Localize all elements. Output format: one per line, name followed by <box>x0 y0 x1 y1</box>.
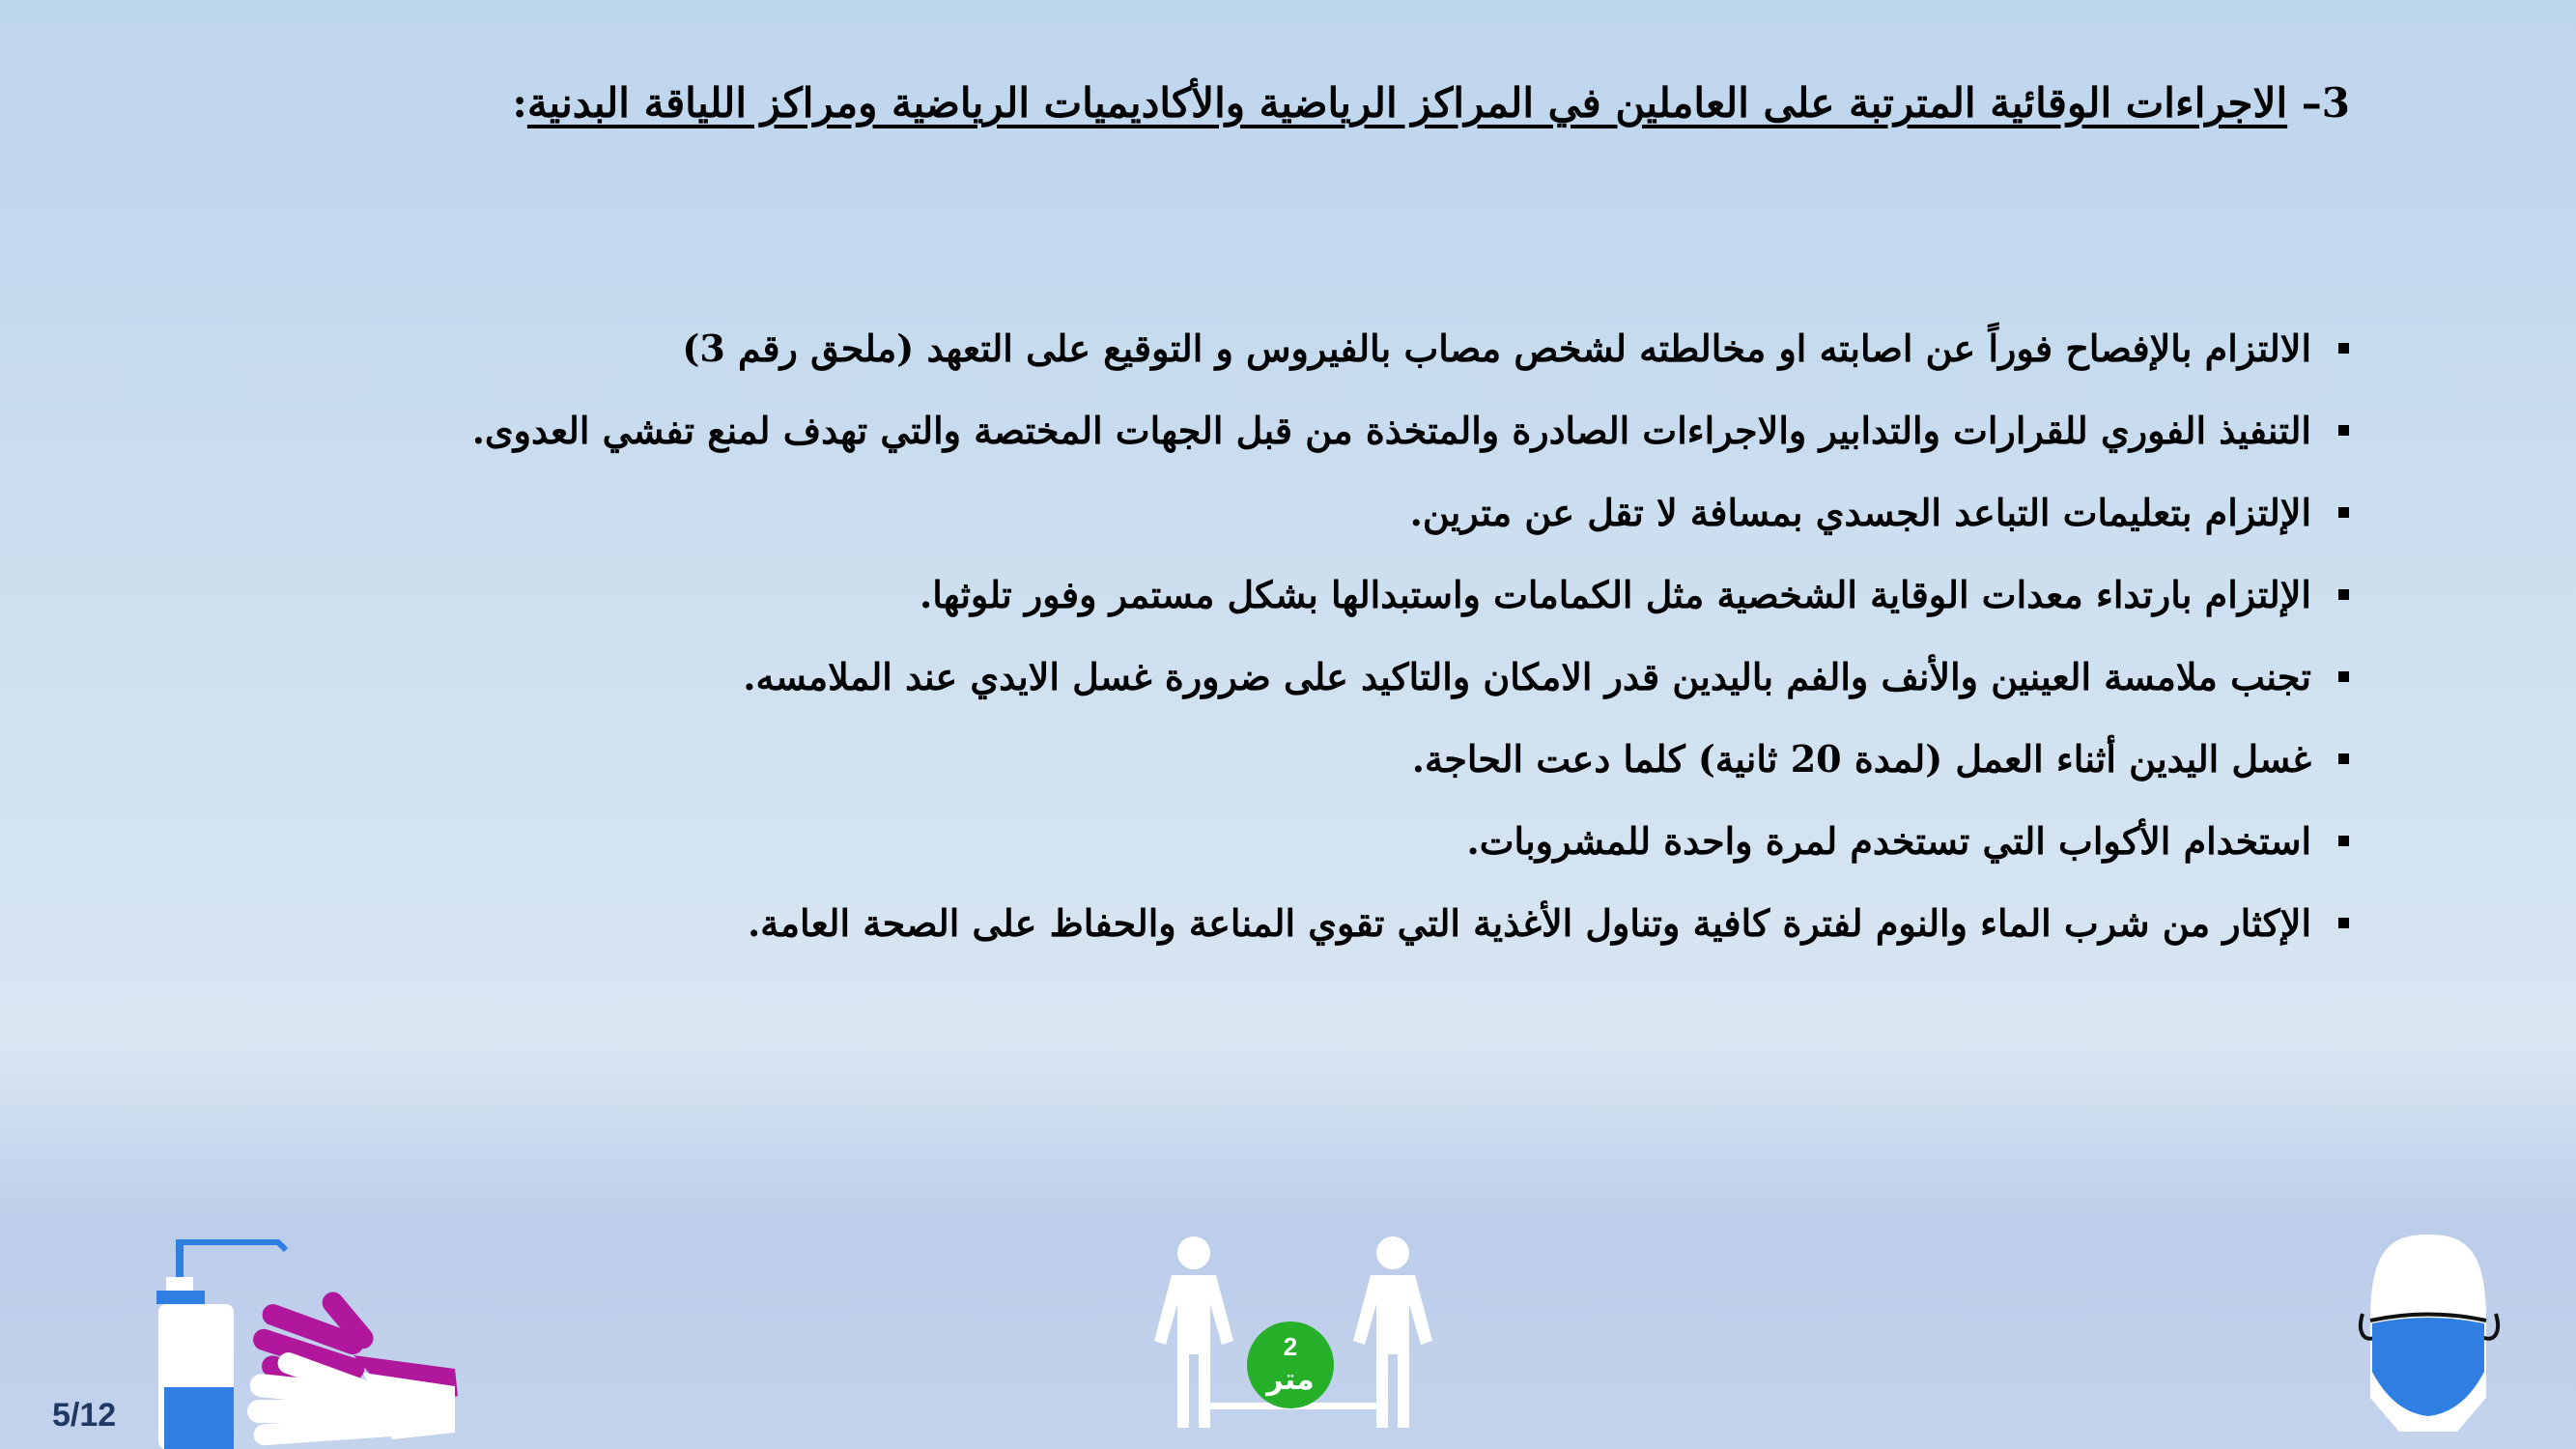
face-mask-icon <box>2357 1229 2502 1449</box>
list-item-text: تجنب ملامسة العينين والأنف والفم باليدين قدر الامكان والتاكيد على ضرورة غسل الايدي عند الملامسه. <box>743 655 2311 698</box>
section-title-colon: : <box>512 79 527 127</box>
section-title-text: الاجراءات الوقائية المترتبة على العاملين في المراكز الرياضية والأكاديميات الرياضية ومراكز اللياقة البدنية <box>526 79 2288 127</box>
bullet-marker <box>2338 753 2349 764</box>
bullet-marker <box>2338 589 2349 600</box>
bullet-marker <box>2338 425 2349 436</box>
list-item <box>472 471 2349 554</box>
list-item <box>472 800 2349 882</box>
list-item <box>472 882 2349 964</box>
measures-list <box>472 307 2349 964</box>
list-item <box>472 718 2349 800</box>
washing-hands-icon <box>247 1280 460 1449</box>
list-item-text: التنفيذ الفوري للقرارات والتدابير والاجراءات الصادرة والمتخذة من قبل الجهات المختصة والتي تهدف لمنع تفشي العدوى. <box>471 409 2311 452</box>
bullet-marker <box>2338 507 2349 518</box>
list-item-text: الإلتزام بارتداء معدات الوقاية الشخصية مثل الكمامات واستبدالها بشكل مستمر وفور تلوثها. <box>920 573 2311 616</box>
list-item-text: الالتزام بالإفصاح فوراً عن اصابته او مخالطته لشخص مصاب بالفيروس و التوقيع على التعهد (ملحق رقم 3) <box>682 327 2311 370</box>
list-item <box>472 636 2349 718</box>
bullet-marker <box>2338 918 2349 928</box>
list-item-text: الإلتزام بتعليمات التباعد الجسدي بمسافة لا تقل عن مترين. <box>1409 491 2311 534</box>
list-item <box>472 554 2349 636</box>
list-item <box>472 389 2349 471</box>
bullet-marker <box>2338 343 2349 354</box>
list-item-text: استخدام الأكواب التي تستخدم لمرة واحدة للمشروبات. <box>1466 819 2311 863</box>
distance-badge-number: 2 <box>1283 1332 1298 1361</box>
page-number: 5/12 <box>52 1397 117 1434</box>
list-item <box>472 307 2349 389</box>
section-number: 3– <box>2301 79 2350 127</box>
list-item-text: غسل اليدين أثناء العمل (لمدة 20 ثانية) كلما دعت الحاجة. <box>1411 737 2311 781</box>
bullet-marker <box>2338 836 2349 846</box>
list-item-text: الإكثار من شرب الماء والنوم لفترة كافية وتناول الأغذية التي تقوي المناعة والحفاظ على الصحة العامة. <box>748 901 2311 945</box>
bullet-marker <box>2338 671 2349 682</box>
section-title <box>512 79 2350 127</box>
distance-badge-unit: متر <box>1266 1363 1315 1397</box>
social-distance-icon <box>1145 1229 1434 1449</box>
